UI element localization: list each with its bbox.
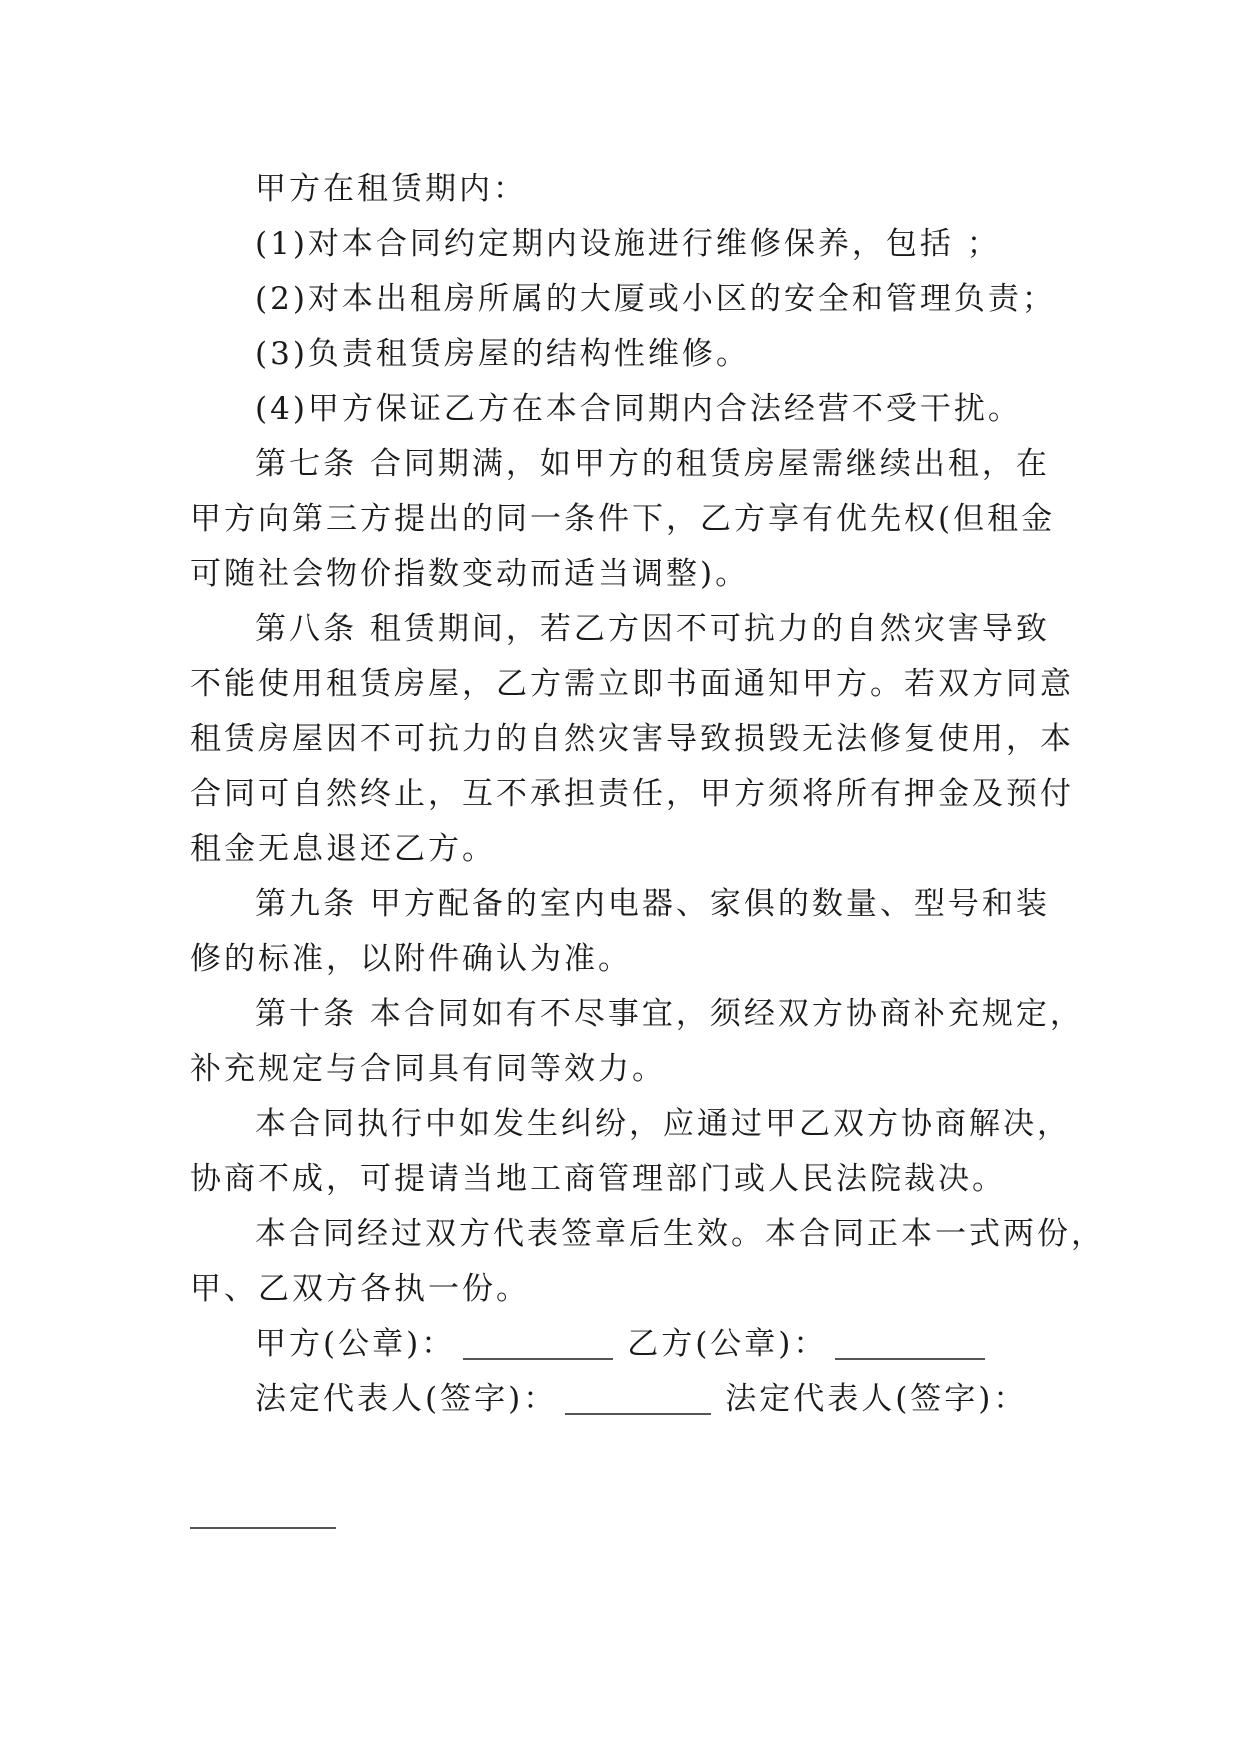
paragraph-line: 第七条 合同期满，如甲方的租赁房屋需继续出租，在 — [255, 446, 1050, 482]
representative-signature-line — [255, 1377, 1027, 1421]
party-a-rep-label: 法定代表人(签字)： — [255, 1381, 558, 1417]
paragraph-line: 不能使用租赁房屋，乙方需立即书面通知甲方。若双方同意 — [190, 666, 1074, 702]
party-b-seal-label: 乙方(公章)： — [627, 1326, 828, 1362]
paragraph-line: 可随社会物价指数变动而适当调整)。 — [190, 556, 750, 592]
paragraph-line: 租金无息退还乙方。 — [190, 831, 496, 867]
paragraph-line: 协商不成，可提请当地工商管理部门或人民法院裁决。 — [190, 1161, 1006, 1197]
paragraph-line: 甲、乙双方各执一份。 — [190, 1271, 530, 1307]
party-b-seal-blank[interactable] — [835, 1358, 985, 1360]
paragraph-line: 本合同执行中如发生纠纷，应通过甲乙双方协商解决， — [255, 1106, 1071, 1142]
paragraph-line: 第九条 甲方配备的室内电器、家俱的数量、型号和装 — [255, 886, 1050, 922]
paragraph-line: (3)负责租赁房屋的结构性维修。 — [255, 336, 750, 372]
paragraph-line: (2)对本出租房所属的大厦或小区的安全和管理负责； — [255, 281, 1056, 317]
party-a-rep-blank[interactable] — [565, 1413, 711, 1415]
paragraph-line: (4)甲方保证乙方在本合同期内合法经营不受干扰。 — [255, 391, 1022, 427]
paragraph-line: 修的标准，以附件确认为准。 — [190, 941, 632, 977]
paragraph-line: 补充规定与合同具有同等效力。 — [190, 1051, 666, 1087]
paragraph-line: 本合同经过双方代表签章后生效。本合同正本一式两份， — [255, 1216, 1105, 1252]
paragraph-line: 第八条 租赁期间，若乙方因不可抗力的自然灾害导致 — [255, 611, 1050, 647]
paragraph-line: 第十条 本合同如有不尽事宜，须经双方协商补充规定， — [255, 996, 1084, 1032]
paragraph-line: 合同可自然终止，互不承担责任，甲方须将所有押金及预付 — [190, 776, 1074, 812]
party-b-rep-label: 法定代表人(签字)： — [725, 1381, 1028, 1417]
paragraph-line: (1)对本合同约定期内设施进行维修保养，包括 ； — [255, 226, 1001, 262]
party-a-seal-blank[interactable] — [463, 1358, 613, 1360]
party-b-rep-blank[interactable] — [190, 1527, 336, 1529]
party-a-seal-label: 甲方(公章)： — [255, 1326, 456, 1362]
paragraph-line: 甲方在租赁期内： — [255, 171, 527, 207]
paragraph-line: 甲方向第三方提出的同一条件下，乙方享有优先权(但租金 — [190, 501, 1056, 537]
seal-signature-line — [255, 1322, 999, 1366]
paragraph-line: 租赁房屋因不可抗力的自然灾害导致损毁无法修复使用，本 — [190, 721, 1074, 757]
